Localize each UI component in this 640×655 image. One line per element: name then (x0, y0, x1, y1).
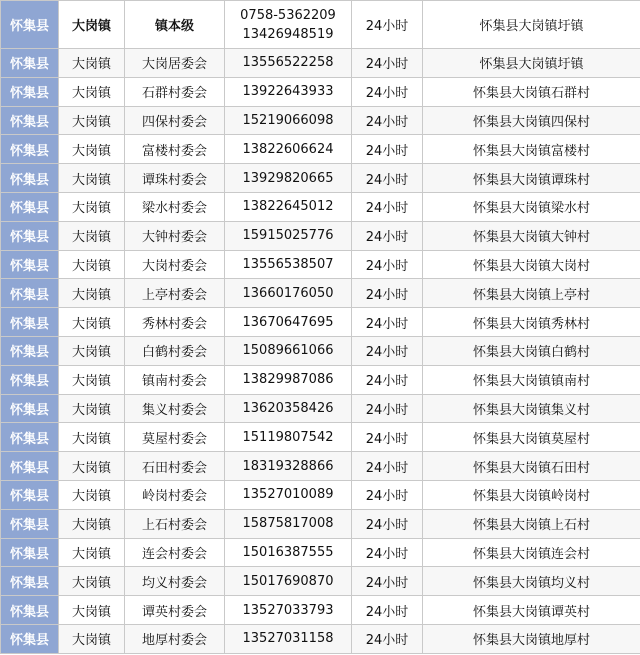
hours-cell: 24小时 (352, 308, 423, 337)
town-cell: 大岗镇 (59, 279, 125, 308)
hours-cell: 24小时 (352, 452, 423, 481)
address-cell: 怀集县大岗镇富楼村 (423, 135, 640, 164)
table-row (1, 336, 640, 365)
hours-cell: 24小时 (352, 336, 423, 365)
address-cell: 怀集县大岗镇集义村 (423, 394, 640, 423)
phone-cell: 13527033793 (225, 596, 352, 625)
county-cell: 怀集县 (1, 77, 59, 106)
unit-cell: 四保村委会 (125, 106, 225, 135)
county-cell: 怀集县 (1, 509, 59, 538)
table-row (1, 509, 640, 538)
table-row (1, 221, 640, 250)
address-cell: 怀集县大岗镇秀林村 (423, 308, 640, 337)
table-body (1, 1, 640, 654)
address-cell: 怀集县大岗镇谭珠村 (423, 164, 640, 193)
phone-cell: 15119807542 (225, 423, 352, 452)
hours-cell: 24小时 (352, 596, 423, 625)
address-cell: 怀集县大岗镇连会村 (423, 538, 640, 567)
phone-cell: 13670647695 (225, 308, 352, 337)
county-cell: 怀集县 (1, 423, 59, 452)
table-row (1, 567, 640, 596)
town-cell: 大岗镇 (59, 77, 125, 106)
unit-cell: 上亭村委会 (125, 279, 225, 308)
town-cell: 大岗镇 (59, 423, 125, 452)
hours-cell: 24小时 (352, 135, 423, 164)
hours-cell: 24小时 (352, 509, 423, 538)
unit-cell: 镇南村委会 (125, 365, 225, 394)
town-cell: 大岗镇 (59, 509, 125, 538)
county-cell: 怀集县 (1, 596, 59, 625)
table-row (1, 1, 640, 49)
address-cell: 怀集县大岗镇大岗村 (423, 250, 640, 279)
phone-cell: 13929820665 (225, 164, 352, 193)
county-cell: 怀集县 (1, 49, 59, 78)
table-row (1, 596, 640, 625)
phone-cell: 13822645012 (225, 192, 352, 221)
table-row (1, 279, 640, 308)
table-row (1, 624, 640, 653)
unit-cell: 均义村委会 (125, 567, 225, 596)
phone-cell: 15016387555 (225, 538, 352, 567)
phone-cell: 15875817008 (225, 509, 352, 538)
phone-cell (225, 1, 352, 49)
county-cell: 怀集县 (1, 1, 59, 49)
unit-cell: 莫屋村委会 (125, 423, 225, 452)
address-cell: 怀集县大岗镇上亭村 (423, 279, 640, 308)
hours-cell: 24小时 (352, 365, 423, 394)
phone-cell: 13556522258 (225, 49, 352, 78)
town-cell: 大岗镇 (59, 106, 125, 135)
county-cell: 怀集县 (1, 336, 59, 365)
town-cell: 大岗镇 (59, 250, 125, 279)
county-cell: 怀集县 (1, 221, 59, 250)
town-cell: 大岗镇 (59, 538, 125, 567)
address-cell: 怀集县大岗镇白鹤村 (423, 336, 640, 365)
phone-cell: 13822606624 (225, 135, 352, 164)
unit-cell: 秀林村委会 (125, 308, 225, 337)
unit-cell: 上石村委会 (125, 509, 225, 538)
town-cell: 大岗镇 (59, 135, 125, 164)
town-cell: 大岗镇 (59, 452, 125, 481)
address-cell: 怀集县大岗镇石田村 (423, 452, 640, 481)
table-row (1, 135, 640, 164)
address-cell: 怀集县大岗镇地厚村 (423, 624, 640, 653)
town-cell: 大岗镇 (59, 596, 125, 625)
unit-cell: 谭珠村委会 (125, 164, 225, 193)
address-cell: 怀集县大岗镇莫屋村 (423, 423, 640, 452)
unit-cell: 石群村委会 (125, 77, 225, 106)
phone-cell: 15089661066 (225, 336, 352, 365)
table-row (1, 538, 640, 567)
unit-cell: 大岗村委会 (125, 250, 225, 279)
phone-cell: 13829987086 (225, 365, 352, 394)
address-cell: 怀集县大岗镇圩镇 (423, 1, 640, 49)
unit-cell: 集义村委会 (125, 394, 225, 423)
table-row (1, 452, 640, 481)
county-cell: 怀集县 (1, 279, 59, 308)
phone-cell: 15017690870 (225, 567, 352, 596)
table-row (1, 49, 640, 78)
address-cell: 怀集县大岗镇大钟村 (423, 221, 640, 250)
county-cell: 怀集县 (1, 624, 59, 653)
table-row (1, 480, 640, 509)
unit-cell: 谭英村委会 (125, 596, 225, 625)
unit-cell: 富楼村委会 (125, 135, 225, 164)
address-cell: 怀集县大岗镇谭英村 (423, 596, 640, 625)
unit-cell: 白鹤村委会 (125, 336, 225, 365)
table-row (1, 106, 640, 135)
hours-cell: 24小时 (352, 279, 423, 308)
town-cell: 大岗镇 (59, 192, 125, 221)
phone-line: 0758-5362209 (240, 7, 336, 23)
town-cell: 大岗镇 (59, 394, 125, 423)
county-cell: 怀集县 (1, 452, 59, 481)
phone-cell: 13527010089 (225, 480, 352, 509)
phone-cell: 13620358426 (225, 394, 352, 423)
table-row (1, 77, 640, 106)
table-row (1, 423, 640, 452)
unit-cell: 大岗居委会 (125, 49, 225, 78)
table-row (1, 164, 640, 193)
town-cell: 大岗镇 (59, 49, 125, 78)
address-cell: 怀集县大岗镇上石村 (423, 509, 640, 538)
hours-cell: 24小时 (352, 1, 423, 49)
address-cell: 怀集县大岗镇镇南村 (423, 365, 640, 394)
phone-cell: 15915025776 (225, 221, 352, 250)
town-cell: 大岗镇 (59, 365, 125, 394)
county-cell: 怀集县 (1, 538, 59, 567)
table-row (1, 365, 640, 394)
county-cell: 怀集县 (1, 135, 59, 164)
address-cell: 怀集县大岗镇均义村 (423, 567, 640, 596)
hours-cell: 24小时 (352, 49, 423, 78)
hours-cell: 24小时 (352, 538, 423, 567)
table-row (1, 394, 640, 423)
county-cell: 怀集县 (1, 250, 59, 279)
county-cell: 怀集县 (1, 192, 59, 221)
hours-cell: 24小时 (352, 221, 423, 250)
table-row (1, 192, 640, 221)
hours-cell: 24小时 (352, 77, 423, 106)
address-cell: 怀集县大岗镇梁水村 (423, 192, 640, 221)
county-cell: 怀集县 (1, 365, 59, 394)
county-cell: 怀集县 (1, 480, 59, 509)
phone-line: 13426948519 (242, 26, 334, 42)
town-cell: 大岗镇 (59, 567, 125, 596)
county-cell: 怀集县 (1, 308, 59, 337)
hours-cell: 24小时 (352, 567, 423, 596)
hours-cell: 24小时 (352, 624, 423, 653)
county-cell: 怀集县 (1, 567, 59, 596)
county-cell: 怀集县 (1, 394, 59, 423)
table-row (1, 308, 640, 337)
unit-cell: 连会村委会 (125, 538, 225, 567)
phone-cell: 13556538507 (225, 250, 352, 279)
unit-cell: 大钟村委会 (125, 221, 225, 250)
phone-cell: 18319328866 (225, 452, 352, 481)
county-cell: 怀集县 (1, 164, 59, 193)
unit-cell: 梁水村委会 (125, 192, 225, 221)
town-cell: 大岗镇 (59, 221, 125, 250)
county-cell: 怀集县 (1, 106, 59, 135)
hours-cell: 24小时 (352, 106, 423, 135)
phone-cell: 15219066098 (225, 106, 352, 135)
hours-cell: 24小时 (352, 250, 423, 279)
hours-cell: 24小时 (352, 480, 423, 509)
phone-cell: 13922643933 (225, 77, 352, 106)
hours-cell: 24小时 (352, 164, 423, 193)
unit-cell: 岭岗村委会 (125, 480, 225, 509)
hours-cell: 24小时 (352, 394, 423, 423)
town-cell: 大岗镇 (59, 164, 125, 193)
unit-cell: 石田村委会 (125, 452, 225, 481)
phone-cell: 13660176050 (225, 279, 352, 308)
address-cell: 怀集县大岗镇四保村 (423, 106, 640, 135)
hours-cell: 24小时 (352, 192, 423, 221)
town-cell: 大岗镇 (59, 336, 125, 365)
town-cell: 大岗镇 (59, 1, 125, 49)
table-row (1, 250, 640, 279)
unit-cell: 地厚村委会 (125, 624, 225, 653)
town-cell: 大岗镇 (59, 624, 125, 653)
town-cell: 大岗镇 (59, 480, 125, 509)
address-cell: 怀集县大岗镇石群村 (423, 77, 640, 106)
unit-cell: 镇本级 (125, 1, 225, 49)
town-cell: 大岗镇 (59, 308, 125, 337)
address-cell: 怀集县大岗镇圩镇 (423, 49, 640, 78)
hours-cell: 24小时 (352, 423, 423, 452)
phone-cell: 13527031158 (225, 624, 352, 653)
address-cell: 怀集县大岗镇岭岗村 (423, 480, 640, 509)
